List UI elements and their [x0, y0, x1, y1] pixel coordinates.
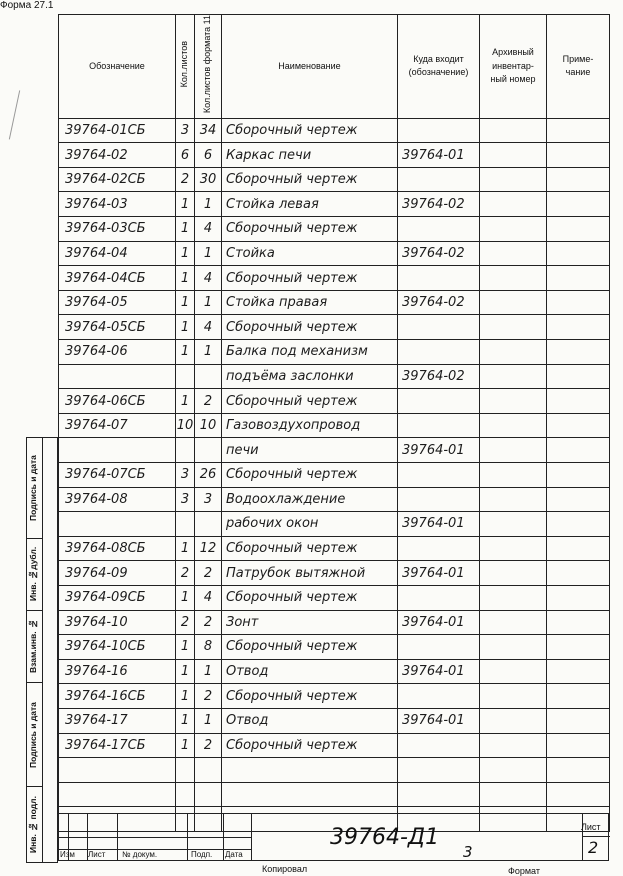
cell-sheets: 2 — [176, 561, 195, 586]
cell-archive — [480, 266, 547, 291]
cell-sheets: 1 — [176, 217, 195, 242]
cell-designation: 39764-10СБ — [59, 635, 176, 660]
table-row — [59, 217, 610, 242]
cell-destination — [398, 462, 480, 487]
table-row — [59, 167, 610, 192]
cell-sheets: 3 — [176, 462, 195, 487]
cell-destination — [398, 315, 480, 340]
table-row — [59, 340, 610, 365]
stamp-date: Дата — [225, 850, 243, 859]
cell-name: Сборочный чертеж — [222, 167, 398, 192]
side-label-vzam-inv: Взам.инв. № — [28, 619, 38, 673]
stamp-doc-no: № докум. — [122, 850, 158, 859]
cell-destination — [398, 536, 480, 561]
cell-sheets: 1 — [176, 536, 195, 561]
cell-designation: 39764-01СБ — [59, 118, 176, 143]
side-column-divider — [42, 438, 43, 862]
header-destination-line2: (обозначение) — [408, 67, 469, 78]
cell-name: Сборочный чертеж — [222, 635, 398, 660]
cell-note — [547, 118, 610, 143]
cell-destination — [398, 266, 480, 291]
cell-name: Сборочный чертеж — [222, 684, 398, 709]
cell-format: 6 — [195, 143, 222, 168]
table-row — [59, 266, 610, 291]
cell-format: 34 — [195, 118, 222, 143]
table-row — [59, 438, 610, 463]
cell-note — [547, 462, 610, 487]
cell-note — [547, 487, 610, 512]
cell-format: 1 — [195, 708, 222, 733]
table-row — [59, 733, 610, 758]
cell-destination: 39764-02 — [398, 364, 480, 389]
cell-format: 10 — [195, 413, 222, 438]
cell-archive — [480, 241, 547, 266]
cell-note — [547, 610, 610, 635]
table-row — [59, 536, 610, 561]
cell-note — [547, 192, 610, 217]
cell-name: Каркас печи — [222, 143, 398, 168]
sheet-number: 2 — [588, 838, 599, 857]
cell-archive — [480, 758, 547, 783]
cell-format — [195, 758, 222, 783]
table-row — [59, 118, 610, 143]
cell-format: 2 — [195, 389, 222, 414]
cell-note — [547, 438, 610, 463]
margin-mark — [9, 90, 21, 139]
side-divider — [27, 786, 42, 787]
cell-destination: 39764-01 — [398, 610, 480, 635]
cell-designation: 39764-09СБ — [59, 585, 176, 610]
cell-destination — [398, 635, 480, 660]
table-header-row — [59, 15, 610, 119]
cell-note — [547, 413, 610, 438]
cell-note — [547, 364, 610, 389]
stamp-divider — [187, 814, 188, 860]
cell-destination — [398, 413, 480, 438]
cell-name — [222, 758, 398, 783]
cell-sheets — [176, 364, 195, 389]
side-divider — [27, 682, 42, 683]
header-archive-line2: инвентар- — [492, 60, 534, 71]
cell-sheets — [176, 782, 195, 807]
cell-designation — [59, 438, 176, 463]
cell-name: Сборочный чертеж — [222, 266, 398, 291]
specification-table — [58, 14, 610, 832]
side-margin-block — [26, 437, 58, 863]
cell-note — [547, 389, 610, 414]
cell-sheets: 1 — [176, 290, 195, 315]
side-divider — [27, 538, 42, 539]
header-format — [195, 15, 222, 119]
cell-designation: 39764-10 — [59, 610, 176, 635]
cell-note — [547, 782, 610, 807]
cell-note — [547, 167, 610, 192]
cell-designation: 39764-03 — [59, 192, 176, 217]
table-row — [59, 389, 610, 414]
document-mark: 3 — [463, 843, 473, 861]
cell-note — [547, 241, 610, 266]
table-row — [59, 610, 610, 635]
table-row — [59, 585, 610, 610]
cell-sheets: 1 — [176, 340, 195, 365]
stamp-izm: Изм — [60, 850, 75, 859]
stamp-divider — [582, 814, 583, 860]
cell-note — [547, 217, 610, 242]
table-row — [59, 143, 610, 168]
cell-designation: 39764-16 — [59, 659, 176, 684]
cell-archive — [480, 462, 547, 487]
cell-name: Зонт — [222, 610, 398, 635]
table-row — [59, 635, 610, 660]
cell-name: Водоохлаждение — [222, 487, 398, 512]
cell-archive — [480, 364, 547, 389]
cell-sheets: 1 — [176, 733, 195, 758]
header-note-line2: чание — [565, 67, 591, 78]
header-note-line1: Приме- — [562, 53, 594, 64]
side-label-inv-dubl: Инв. №дубл. — [28, 546, 38, 602]
cell-sheets: 10 — [176, 413, 195, 438]
cell-sheets: 1 — [176, 635, 195, 660]
header-archive — [480, 15, 547, 119]
table-row — [59, 782, 610, 807]
cell-format: 4 — [195, 266, 222, 291]
cell-note — [547, 340, 610, 365]
table-row — [59, 561, 610, 586]
header-format-label: Кол.листов формата 11 — [202, 15, 213, 114]
cell-designation: 39764-08 — [59, 487, 176, 512]
cell-designation — [59, 782, 176, 807]
cell-name: Сборочный чертеж — [222, 536, 398, 561]
cell-designation — [59, 364, 176, 389]
cell-format: 12 — [195, 536, 222, 561]
cell-archive — [480, 389, 547, 414]
cell-note — [547, 561, 610, 586]
cell-format: 4 — [195, 315, 222, 340]
cell-name: Сборочный чертеж — [222, 462, 398, 487]
cell-format — [195, 782, 222, 807]
cell-format — [195, 512, 222, 537]
table-row — [59, 413, 610, 438]
stamp-divider — [251, 814, 252, 860]
cell-designation: 39764-07СБ — [59, 462, 176, 487]
side-divider — [27, 610, 42, 611]
cell-sheets: 1 — [176, 708, 195, 733]
cell-archive — [480, 659, 547, 684]
cell-designation: 39764-09 — [59, 561, 176, 586]
cell-destination — [398, 340, 480, 365]
cell-note — [547, 684, 610, 709]
cell-format: 2 — [195, 733, 222, 758]
cell-name: Стойка правая — [222, 290, 398, 315]
header-note — [547, 15, 610, 119]
cell-format: 2 — [195, 610, 222, 635]
cell-sheets: 1 — [176, 315, 195, 340]
cell-designation: 39764-08СБ — [59, 536, 176, 561]
cell-designation: 39764-17СБ — [59, 733, 176, 758]
cell-name: Сборочный чертеж — [222, 585, 398, 610]
cell-archive — [480, 536, 547, 561]
cell-sheets: 1 — [176, 389, 195, 414]
cell-note — [547, 536, 610, 561]
table-row — [59, 487, 610, 512]
cell-designation: 39764-06СБ — [59, 389, 176, 414]
cell-destination — [398, 758, 480, 783]
table-row — [59, 659, 610, 684]
cell-destination — [398, 733, 480, 758]
cell-sheets: 1 — [176, 684, 195, 709]
cell-format: 1 — [195, 290, 222, 315]
cell-format: 30 — [195, 167, 222, 192]
header-sheets-label: Кол.листов — [179, 40, 190, 88]
cell-note — [547, 635, 610, 660]
header-destination — [398, 15, 480, 119]
stamp-sign: Подп. — [191, 850, 213, 859]
cell-designation: 39764-05 — [59, 290, 176, 315]
cell-sheets: 3 — [176, 487, 195, 512]
table-row — [59, 462, 610, 487]
cell-designation: 39764-02СБ — [59, 167, 176, 192]
stamp-list: Лист — [88, 850, 106, 859]
cell-sheets — [176, 438, 195, 463]
stamp-divider — [582, 836, 610, 837]
cell-format: 3 — [195, 487, 222, 512]
cell-name: Сборочный чертеж — [222, 217, 398, 242]
cell-archive — [480, 290, 547, 315]
table-row — [59, 364, 610, 389]
table-row — [59, 315, 610, 340]
cell-note — [547, 143, 610, 168]
cell-format: 2 — [195, 561, 222, 586]
cell-archive — [480, 217, 547, 242]
cell-format: 4 — [195, 217, 222, 242]
cell-destination — [398, 167, 480, 192]
cell-destination — [398, 118, 480, 143]
table-row — [59, 684, 610, 709]
cell-name: Стойка — [222, 241, 398, 266]
cell-archive — [480, 610, 547, 635]
cell-archive — [480, 192, 547, 217]
cell-format: 1 — [195, 192, 222, 217]
cell-name — [222, 782, 398, 807]
cell-archive — [480, 413, 547, 438]
cell-name: Патрубок вытяжной — [222, 561, 398, 586]
cell-archive — [480, 167, 547, 192]
table-row — [59, 758, 610, 783]
cell-archive — [480, 487, 547, 512]
cell-note — [547, 659, 610, 684]
cell-name: Сборочный чертеж — [222, 315, 398, 340]
copied-label: Копировал — [262, 864, 308, 874]
side-label-inv-podl: Инв. № подл. — [28, 796, 38, 854]
cell-sheets: 1 — [176, 585, 195, 610]
cell-sheets: 1 — [176, 266, 195, 291]
table-row — [59, 708, 610, 733]
cell-destination — [398, 782, 480, 807]
cell-destination: 39764-01 — [398, 438, 480, 463]
cell-name: Газовоздухопровод — [222, 413, 398, 438]
cell-format — [195, 438, 222, 463]
cell-name: Сборочный чертеж — [222, 389, 398, 414]
header-archive-line3: ный номер — [490, 74, 536, 85]
stamp-divider — [117, 814, 118, 860]
cell-designation: 39764-16СБ — [59, 684, 176, 709]
cell-format: 1 — [195, 659, 222, 684]
form-label: Форма 27.1 — [0, 0, 54, 11]
table-row — [59, 241, 610, 266]
cell-archive — [480, 118, 547, 143]
cell-designation: 39764-04СБ — [59, 266, 176, 291]
cell-archive — [480, 143, 547, 168]
cell-destination: 39764-01 — [398, 143, 480, 168]
side-label-sign-date: Подпись и дата — [28, 455, 38, 521]
table-row — [59, 290, 610, 315]
cell-destination — [398, 217, 480, 242]
header-designation: Обозначение — [59, 15, 176, 119]
cell-archive — [480, 708, 547, 733]
cell-destination: 39764-02 — [398, 192, 480, 217]
cell-sheets: 1 — [176, 192, 195, 217]
cell-sheets: 2 — [176, 167, 195, 192]
header-sheets — [176, 15, 195, 119]
cell-archive — [480, 561, 547, 586]
cell-designation: 39764-17 — [59, 708, 176, 733]
cell-destination: 39764-01 — [398, 708, 480, 733]
header-archive-line1: Архивный — [492, 47, 534, 58]
header-name: Наименование — [222, 15, 398, 119]
cell-destination: 39764-01 — [398, 512, 480, 537]
cell-format — [195, 364, 222, 389]
cell-designation: 39764-02 — [59, 143, 176, 168]
cell-sheets: 3 — [176, 118, 195, 143]
cell-designation: 39764-06 — [59, 340, 176, 365]
cell-note — [547, 290, 610, 315]
cell-archive — [480, 438, 547, 463]
table-row — [59, 512, 610, 537]
cell-sheets: 1 — [176, 241, 195, 266]
cell-note — [547, 315, 610, 340]
table-row — [59, 192, 610, 217]
cell-archive — [480, 782, 547, 807]
cell-designation: 39764-03СБ — [59, 217, 176, 242]
cell-sheets: 6 — [176, 143, 195, 168]
cell-designation: 39764-05СБ — [59, 315, 176, 340]
cell-name: Отвод — [222, 708, 398, 733]
cell-sheets — [176, 758, 195, 783]
cell-note — [547, 708, 610, 733]
cell-name: Стойка левая — [222, 192, 398, 217]
cell-sheets — [176, 512, 195, 537]
cell-destination — [398, 487, 480, 512]
cell-name: Отвод — [222, 659, 398, 684]
cell-note — [547, 733, 610, 758]
cell-destination — [398, 684, 480, 709]
cell-format: 1 — [195, 340, 222, 365]
cell-designation — [59, 512, 176, 537]
cell-sheets: 1 — [176, 659, 195, 684]
cell-note — [547, 512, 610, 537]
cell-destination: 39764-02 — [398, 241, 480, 266]
cell-name: Сборочный чертеж — [222, 118, 398, 143]
cell-archive — [480, 315, 547, 340]
cell-destination — [398, 389, 480, 414]
cell-destination: 39764-02 — [398, 290, 480, 315]
side-label-sign-date-2: Подпись и дата — [28, 702, 38, 768]
cell-destination: 39764-01 — [398, 561, 480, 586]
cell-note — [547, 266, 610, 291]
stamp-divider — [223, 814, 224, 860]
cell-designation — [59, 758, 176, 783]
cell-archive — [480, 585, 547, 610]
table-body — [59, 118, 610, 831]
cell-name: печи — [222, 438, 398, 463]
cell-format: 26 — [195, 462, 222, 487]
cell-format: 4 — [195, 585, 222, 610]
sheet-label: Лист — [581, 822, 601, 832]
cell-note — [547, 585, 610, 610]
cell-archive — [480, 684, 547, 709]
cell-name: Сборочный чертеж — [222, 733, 398, 758]
cell-archive — [480, 635, 547, 660]
cell-name: подъёма заслонки — [222, 364, 398, 389]
document-code: 39764-Д1 — [330, 825, 440, 850]
cell-destination — [398, 585, 480, 610]
cell-format: 2 — [195, 684, 222, 709]
cell-archive — [480, 340, 547, 365]
cell-designation: 39764-04 — [59, 241, 176, 266]
cell-archive — [480, 512, 547, 537]
cell-format: 8 — [195, 635, 222, 660]
cell-archive — [480, 733, 547, 758]
cell-format: 1 — [195, 241, 222, 266]
header-destination-line1: Куда входит — [413, 53, 464, 64]
cell-name: Балка под механизм — [222, 340, 398, 365]
cell-note — [547, 758, 610, 783]
format-label: Формат — [508, 866, 540, 876]
cell-designation: 39764-07 — [59, 413, 176, 438]
cell-name: рабочих окон — [222, 512, 398, 537]
cell-sheets: 2 — [176, 610, 195, 635]
cell-destination: 39764-01 — [398, 659, 480, 684]
